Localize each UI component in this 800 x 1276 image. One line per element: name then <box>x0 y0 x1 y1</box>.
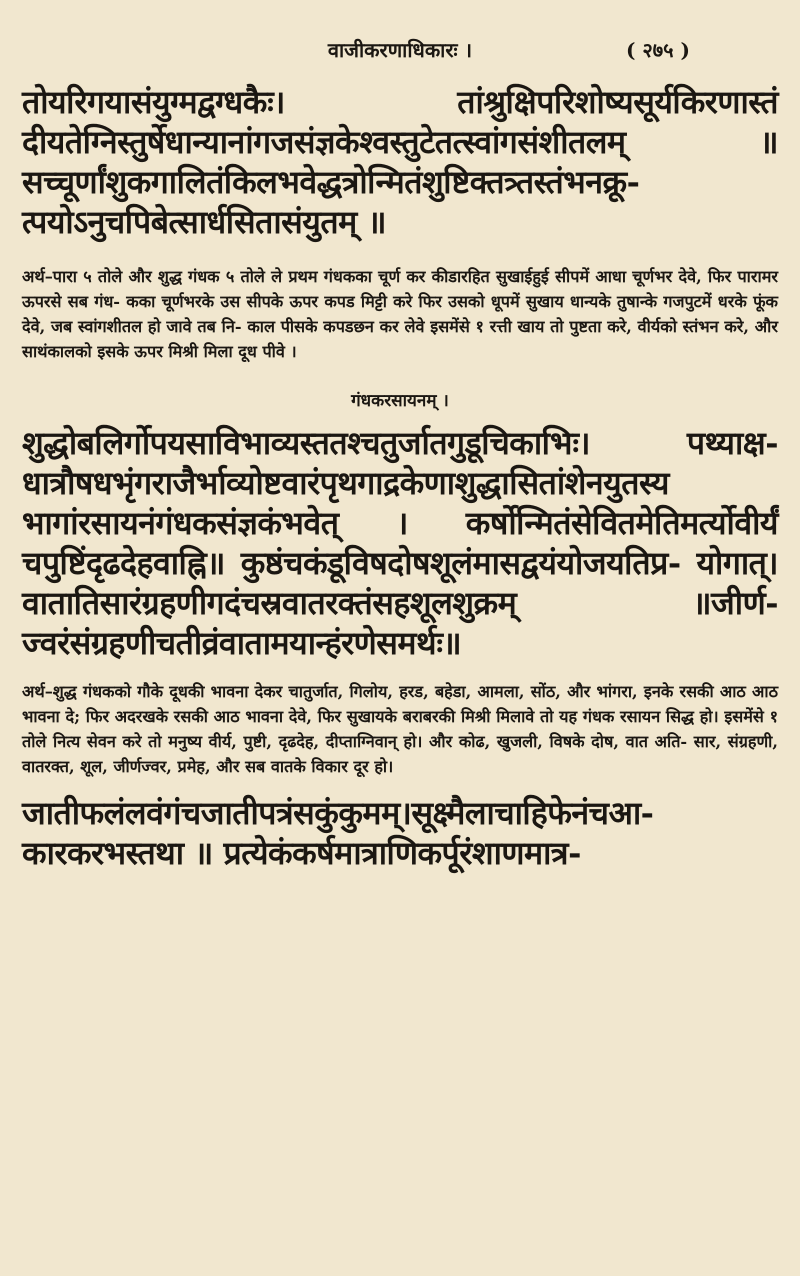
hindi-commentary-1: अर्थ–पारा ५ तोले और शुद्ध गंधक ५ तोले ले प्रथम गंधकका चूर्ण कर कीडारहित सुखाईहुई सीपमें आधा चूर्णभर देवे, फिर पारामर ऊपरसे सब गंध- कका चूर्णभरके उस सीपके ऊपर कपड मिट्टी करे फिर उसको धूपमें सुखाय धान्यके तुषान्के गजपुटमें धरके फूंक देवे, जब स्वांगशीतल हो जावे तब नि- काल पीसके कपडछन कर लेवे इसमेंसे १ रत्ती खाय तो पुष्टता करे, वीर्यको स्तंभन करे, और साथंकालको इसके ऊपर मिश्री मिला दूध पीवे । <box>22 267 778 361</box>
sanskrit-verse-1: तोयरिगयासंयुग्मद्वग्धकैः। तांश्रुक्षिपरिशोष्यसूर्यकिरणास्तं दीयतेग्निस्तुर्षेधान्यानांगजसंज्ञकेश्वस्तुटेतत्स्वांगसंशीतलम् ॥ सच्चूर्णांशुकगालितंकिलभवेद्धत्रोन्मितंशुष्टिक्तत्र्तस्तंभनक्रू- त्पयोऽनुचपिबेत्सार्धसितासंयुतम् ॥ <box>22 83 778 241</box>
sanskrit-verse-2: शुद्धोबलिर्गोपयसाविभाव्यस्ततश्चतुर्जातगुडूचिकाभिः। पथ्याक्ष- धात्रौषधभृंगराजैर्भाव्योष्टवारंपृथगाद्रकेणाशुद्धासितांशेनयुतस्य भागांरसायनंगंधकसंज्ञकंभवेत् । कर्षोन्मितंसेवितमेतिमर्त्योवीर्यं चपुष्टिंदृढदेहवाह्नि॥ कुष्ठंचकंडूविषदोषशूलंमासद्वयंयोजयतिप्र- योगात्। वातातिसारंग्रहणीगदंचस्रवातरक्तंसहशूलशुक्रम् ॥जीर्ण- ज्वरंसंग्रहणीचतीव्रंवातामयान्हंरणेसमर्थः॥ <box>22 424 778 662</box>
page-header <box>22 10 778 72</box>
sanskrit-verse-3: जातीफलंलवंगंचजातीपत्रंसकुंकुमम्।सूक्ष्मैलाचाहिफेनंचआ- कारकरभस्तथा ॥ प्रत्येकंकर्षमात्राणिकर्पूरंशाणमात्र- <box>22 794 654 872</box>
running-title: वाजीकरणाधिकारः । <box>327 38 473 62</box>
page-number: ( २७५ ) <box>625 38 690 62</box>
section-heading: गंधकरसायनम् । <box>351 391 449 411</box>
hindi-commentary-2: अर्थ–शुद्ध गंधकको गौके दूधकी भावना देकर चातुर्जात, गिलोय, हरड, बहेडा, आमला, सोंठ, और भांगरा, इनके रसकी आठ आठ भावना दे; फिर अदरखके रसकी आठ भावना देवे, फिर सुखायके बराबरकी मिश्री मिलावे तो यह गंधक रसायन सिद्ध हो। इसमेंसे १ तोले नित्य सेवन करे तो मनुष्य वीर्य, पुष्टी, दृढदेह, दीप्ताग्निवान् हो। और कोढ, खुजली, विषके दोष, वात अति- सार, संग्रहणी, वातरक्त, शूल, जीर्णज्वर, प्रमेह, और सब वातके विकार दूर हो। <box>22 682 778 776</box>
